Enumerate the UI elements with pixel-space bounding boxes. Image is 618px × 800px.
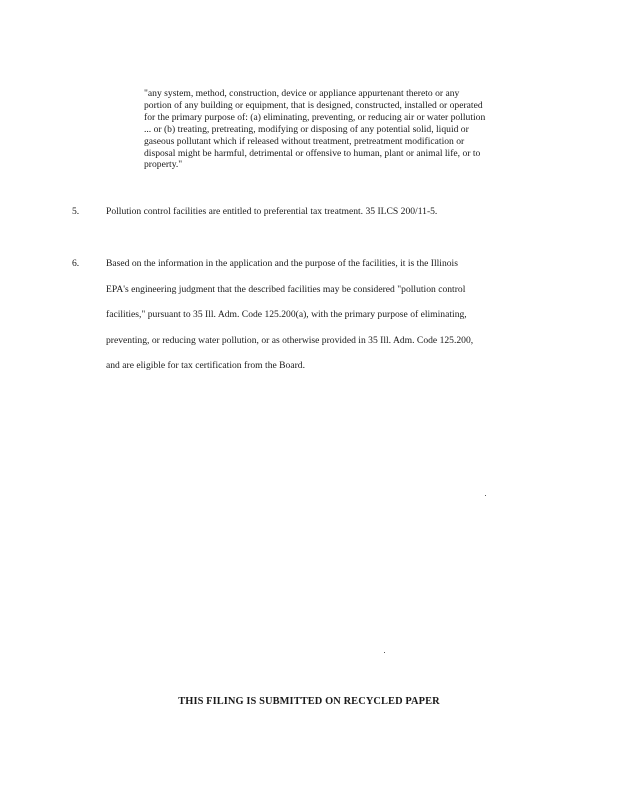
statutory-definition-quote	[144, 88, 542, 171]
quote-line: for the primary purpose of: (a) eliminating, preventing, or reducing air or water pollution	[144, 111, 486, 123]
paragraph-5	[72, 206, 552, 220]
scan-speck	[485, 495, 486, 496]
paragraph-number: 5.	[72, 206, 80, 217]
quote-line: property."	[144, 159, 183, 171]
quote-line: ... or (b) treating, pretreating, modifying or disposing of any potential solid, liquid or	[144, 123, 469, 135]
quote-line: gaseous pollutant which if released without treatment, pretreatment modification or	[144, 135, 465, 147]
paragraph-line: Based on the information in the application and the purpose of the facilities, it is the Illinois	[106, 258, 458, 269]
paragraph-number: 6.	[72, 258, 80, 269]
paragraph-line: EPA's engineering judgment that the described facilities may be considered "pollution control	[106, 283, 466, 295]
paragraph-6	[72, 258, 552, 378]
paragraph-line: facilities," pursuant to 35 Ill. Adm. Code 125.200(a), with the primary purpose of eliminating,	[106, 309, 467, 320]
quote-line: disposal might be harmful, detrimental or offensive to human, plant or animal life, or to	[144, 147, 481, 159]
scan-speck	[384, 652, 385, 653]
paragraph-text	[106, 258, 552, 386]
recycled-paper-footer: THIS FILING IS SUBMITTED ON RECYCLED PAPER	[178, 696, 440, 707]
paragraph-line: and are eligible for tax certification from the Board.	[106, 360, 305, 371]
quote-line: "any system, method, construction, device or appliance appurtenant thereto or any	[144, 88, 460, 99]
paragraph-text: Pollution control facilities are entitled to preferential tax treatment. 35 ILCS 200/11-5.	[106, 206, 438, 217]
paragraph-line: preventing, or reducing water pollution, or as otherwise provided in 35 Ill. Adm. Code 125.200,	[106, 334, 474, 346]
quote-line: portion of any building or equipment, that is designed, constructed, installed or operated	[144, 99, 483, 111]
